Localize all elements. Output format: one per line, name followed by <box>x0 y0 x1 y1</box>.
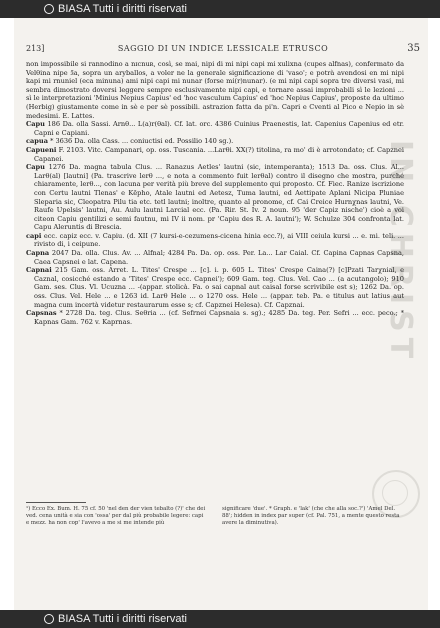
paragraph <box>26 146 404 163</box>
main-text <box>26 60 404 326</box>
banner-text: BIASA Tutti i diritti riservati <box>58 613 187 625</box>
entry-headword: capi <box>26 231 42 240</box>
entry-text: * 3636 Da. olla Cass. ... coniuctisi ed. Possilio 140 sg.). <box>50 137 234 146</box>
page-header <box>26 44 420 56</box>
header-running-title: SAGGIO DI UN INDICE LESSICALE ETRUSCO <box>117 44 329 53</box>
biasa-logo-icon <box>44 4 54 14</box>
paragraph <box>26 137 404 146</box>
entry-headword: Capna <box>26 249 50 258</box>
paragraph <box>26 309 404 326</box>
entry-text: * 2728 Da. teg. Clus. Seθria ... (cf. Sefrnei Capsnaia s. sg).; 4285 Da. teg. Per. Sefri ... ecc. peco.; * Kapnas Gam. 762 v. Kaprnas. <box>34 309 404 326</box>
paragraph <box>26 163 404 232</box>
paragraph <box>26 120 404 137</box>
entry-headword: Capnai <box>26 266 52 275</box>
entry-text: non impossibile si rannodino a nɪcnuʀ, così, se mai, nipi di mi nipi capi mi xulixna (cupes alfnas), confermato da Velθina nipe ɜ̃a, sopra un aryballos, a voler ne la generale significazione di 'vaso'; e potrà avendosi en mi nipi kapi mi rnuniel (eca minuna) ami nipi capi mi nunar (forse mi(r)nunar). (e mi nipi capi sopra tre diversi vasi, mi sembra dimostrato doversi leggere sempre esclusivamente nipi capi, e tornare assai improbabili sì le lezioni ... sì le interpretazioni 'Minius Nepius Capius' ed 'hoc vasculum Capius' ed 'hoc Nepius Capius', proposte da ultimo (Herbig) giustamente come in sè e per sè possibili. astrazion fatta da pi'n. Capri e Cventi al Pico e Nepio in sè medesimi. E. Lattes. <box>26 60 404 120</box>
footnote-left: ¹) Ecco Ex. Bum. H. 75 cf. 50 'nel den der vien tebalto (?)' che dei ved. cena unità e sia con 'ossa' per dal più probabile legere: capi e mezz. ha non cop' l'avevo a me si me intende più <box>26 506 206 526</box>
paragraph <box>26 249 404 266</box>
watermark-stamp-inner-icon <box>382 480 408 506</box>
footnote-right: significare 'due'. * Graph. e 'lak' (che che alla soc.?') 'Amel Del. 88'; hidden in index par super (cf. Pal. 751, a mente questo resta avere la diminutiva). <box>222 506 400 526</box>
entry-text: ecc. capiz ecc. v. Capiu. (d. XII (7 kursi-e-cezumens-cicena hinia ecc.?), ai VIII ceiula kursi ... e. mi. teli. ... rivisto di, i ceipune. <box>34 231 404 249</box>
entry-headword: Capueni <box>26 145 57 154</box>
entry-headword: Capu <box>26 163 45 172</box>
entry-text: 2047 Da. olla. Clus. Av. ... Alfnal; 4284 Pa. Da. op. oss. Per. La... Lar Caial. Cf. Capina Capnas Capsna, Caea Capsnei e lat. Capena. <box>34 249 404 266</box>
banner-text: BIASA Tutti i diritti riservati <box>58 3 187 15</box>
entry-headword: capua <box>26 137 48 146</box>
entry-headword: Capu <box>26 120 45 129</box>
bottom-banner <box>0 610 440 628</box>
header-page-number: 35 <box>407 43 420 54</box>
paragraph <box>26 266 404 309</box>
entry-text: 215 Gam. oss. Arret. L. Tites' Crespe ... [c]. i. p. 605 L. Tites' Crespe Caina(?) [c]Pzati Tarχnial, e Caznal, cosicché estando a 'Tites' Crespe ecc. Capnei'); 609 Gam. teg. Clus. Vel. Cao ... (a acutangolo); 910 Gam. ses. Clus. Vl. Ucuzna ... -(appar. stolicà. Fa. o sai capnal aut caisal forse scrivibile est s); 1262 Da. op. oss. Clus. Vel. Hele ... e 1263 id. Larθ Hele ... o 1270 oss. Hele ... (appar. teb. Pa. e titulus aut latius aut magna cum incertà videtur restaurarum esse s; cf. Capznei Helesa). Cf. Capznai. <box>34 266 404 309</box>
header-section-number: 213] <box>26 44 45 53</box>
paragraph <box>26 60 404 120</box>
entry-text: 1276 Da. magna tabula Clus. ... Ranazus Aetles' lautni (sic, intemperanta); 1513 Da. oss. Clus. Al... Larθ(al) [lautni] (Pa. trascrive lerθ ..., e nota a commento fuit lerθal) contro il disegno che mostra, purché chiaramente, lerθ..., con lacuna per verità più breve del supplemento qui proposto. Cf. Fiec. Ranize iscrizione con Certu lautni Tlenas' e Kēpho, Atale lautni ed Aetesz, Tuma lautni, ed Aettipate Aplani Nicipa Pluniae Sleparia sic, Cleopatra Pilu tia etc. tetl lautni; inoltre, quanto al pronome, cf. Cai Creice Hurnχnas lautni, Ve. Raufe Upelsis' lautni, Au. Aulu lautni Larcial ecc. (Pa. Rir. St. Iv. 2 noun. 95 'der Capiz nische') cioè a voi citeon Capiu gentilizi e semi fautnu, mi IV ii nom. pr 'Capiu des R. A. lautni'); W. Schulze 304 confronta lat. Capu Aleruntis di Brescia. <box>34 163 404 232</box>
entry-headword: Capsnas <box>26 309 57 318</box>
paragraph <box>26 232 404 249</box>
watermark-text: IN CHRIST <box>383 140 418 365</box>
footnote-separator <box>26 502 86 503</box>
entry-text: F. 2103. Vitc. Campanari, op. oss. Tuscania. ...Larθi. XX(?) titolina, ra mo' di è arrotondato; cf. Capznei Capanei. <box>34 145 404 163</box>
biasa-logo-icon <box>44 614 54 624</box>
entry-text: 186 Da. olla Sassi. Arnθ... L(a)r(θal). Cf. lat. orc. 4386 Cuinius Praenestis, lat. Capenius Capenius ed etr. Capni e Capiani. <box>34 120 404 137</box>
top-banner <box>0 0 440 18</box>
